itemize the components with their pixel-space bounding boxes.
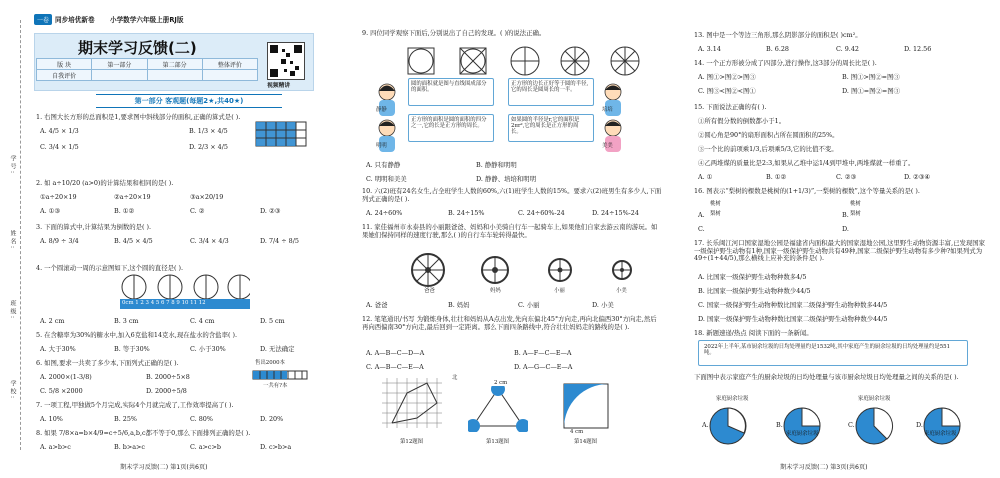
fig-caption-1: 第12题图 (400, 439, 424, 445)
q15-stmt-1: ①所有假分数的倒数都小于1。 (698, 117, 786, 125)
q7-c: C. 80% (190, 415, 213, 423)
q11-b: B. 妈妈 (448, 301, 470, 309)
pie-d (922, 406, 962, 446)
q8-d: D. c>b>a (260, 443, 292, 451)
pie-opt-d: D. (916, 421, 923, 429)
student-name-4: 美美 (602, 143, 613, 149)
q5-b: B. 等于30% (114, 345, 150, 353)
q12-c: C. A—B—C—E—A (366, 363, 424, 371)
q11-c: C. 小丽 (518, 301, 540, 309)
q4-b: B. 3 cm (114, 317, 139, 325)
q2-opt1: ①a÷20×19 (40, 193, 77, 201)
q15-d: D. ②③④ (904, 173, 931, 181)
q17-d: D. 国家一级保护野生动物种数比国家二级保护野生动物种数少44/5 (698, 315, 888, 323)
left-page (0, 0, 340, 478)
q15-stmt-3: ③一个比的前项乘1/3,后项乘5/3,它的比值不变。 (698, 145, 838, 153)
q16-a: A. (698, 211, 705, 219)
header-middle-title: 小学数学六年级上册RJ版 (110, 16, 184, 24)
q12-north-label: 北 (452, 375, 458, 381)
q1-rectangle-diagram (255, 121, 307, 149)
q2-c: C. ② (190, 207, 205, 215)
score-table (36, 58, 258, 81)
q5: 5. 在含糖率为30%的糖水中,加入6克盐和14克水,现在盐水的含盐率( ). (36, 331, 238, 339)
q8-b: B. b>a>c (114, 443, 145, 451)
score-row-label: 自我评价 (37, 70, 92, 81)
q4-d: D. 5 cm (260, 317, 285, 325)
q15-a: A. ① (698, 173, 713, 181)
q8: 8. 如果 7/8×a=b×4/9=c÷5/6,a,b,c都不等于0,那么下面排列正确的是( ). (36, 429, 251, 437)
q2-b: B. ①② (114, 207, 135, 215)
section-heading: 第一部分 客观题(每题2★,共40★) (96, 94, 282, 108)
q2-d: D. ②③ (260, 207, 281, 215)
right-footer: 期末学习反馈(二) 第3页(共6页) (780, 464, 868, 471)
q13-triangle-diagram (468, 386, 528, 432)
q16-b: B. (842, 211, 849, 219)
q12-b: B. A—F—C—E—A (514, 349, 572, 357)
q5-c: C. 小于30% (190, 345, 226, 353)
q1-a: A. 4/5 × 1/3 (40, 127, 79, 135)
q6: 6. 如图,要求一共卖了多少本,下面列式正确的是( ). (36, 359, 179, 367)
q15-b: B. ①② (766, 173, 787, 181)
q17-b: B. 比国家一级保护野生动物种数少44/5 (698, 287, 811, 295)
q16-c: C. (698, 225, 705, 233)
q14-d: D. 图①=图②=图③ (842, 87, 901, 95)
pie-opt-a: A. (702, 421, 709, 429)
q13-c: C. 9.42 (836, 45, 859, 53)
pie-title-1: 家庭厨余垃圾 (716, 396, 749, 402)
pie-opt-b: B. (776, 421, 783, 429)
q1-c: C. 3/4 × 1/5 (40, 143, 79, 151)
header-tag: 一卷 (34, 14, 52, 25)
q4-c: C. 4 cm (190, 317, 215, 325)
fig-caption-2: 第13题图 (486, 439, 510, 445)
wheel-label-3: 小丽 (554, 288, 565, 294)
q13: 13. 图中是一个等边三角形,那么阴影部分的面积是( )cm²。 (694, 31, 862, 39)
q9-c: C. 明明和美美 (366, 175, 407, 183)
q11: 11. 家佳福州市永泰县的小丽跟爸爸、妈妈和小美骑自行车一起骑车上,如果他们自家去游云南的游玩。如果她们保持同样的速度行驶,那么( )的自行车车轮转得最快。 (362, 223, 658, 239)
q15-c: C. ②③ (836, 173, 857, 181)
q5-d: D. 无法确定 (260, 345, 295, 353)
header-left-title: 同步培优新卷 (55, 16, 95, 24)
wheel-label-1: 爸爸 (424, 288, 435, 294)
side-label-class: 班级: (9, 300, 16, 321)
q4-ruler-text: 0cm 1 2 3 4 5 6 7 8 9 10 11 12 (122, 300, 206, 306)
q9-b: B. 静静和明明 (476, 161, 517, 169)
pie-inner-1: 家庭厨余垃圾 (786, 431, 819, 437)
q5-a: A. 大于30% (40, 345, 76, 353)
q7-d: D. 20% (260, 415, 284, 423)
right-page (670, 0, 1000, 478)
score-head-3: 整体评价 (202, 59, 257, 70)
q16-peach-label-2: 桃树 (850, 201, 861, 207)
q3-a: A. 8/9 ÷ 3/4 (40, 237, 79, 245)
wheel-label-2: 妈妈 (490, 288, 501, 294)
q10-a: A. 24÷60% (366, 209, 403, 217)
score-blank-2 (147, 70, 202, 81)
q9-shape-row (400, 42, 645, 80)
wheel-label-4: 小美 (616, 288, 627, 294)
q16-peach-label: 桃树 (710, 201, 721, 207)
student-name-3: 培培 (602, 107, 613, 113)
q14-b: B. 图①>图②=图③ (842, 73, 900, 81)
q3-c: C. 3/4 × 4/3 (190, 237, 229, 245)
q14-c: C. 图③<图②<图① (698, 87, 756, 95)
pie-a (708, 406, 748, 446)
score-head-2: 第二部分 (147, 59, 202, 70)
q1: 1. 右图大长方形的总面积是1,要求图中斜线部分的面积,正确的算式是( ). (36, 113, 241, 121)
q1-d: D. 2/3 × 4/5 (189, 143, 228, 151)
q2-a: A. ①③ (40, 207, 61, 215)
q6-total-label: 一共有?本 (263, 383, 288, 389)
q10-b: B. 24÷15% (448, 209, 485, 217)
q7-a: A. 10% (40, 415, 63, 423)
student-name-2: 明明 (376, 143, 387, 149)
q8-c: C. a>c>b (190, 443, 221, 451)
side-label-name: 姓名: (9, 230, 16, 251)
score-blank-3 (202, 70, 257, 81)
q15: 15. 下面说法正确的有( ). (694, 103, 767, 111)
q2-opt3: ③a×20/19 (190, 193, 224, 201)
q14-a: A. 图①>图②>图③ (698, 73, 756, 81)
q16-d: D. (842, 225, 849, 233)
q12-grid-diagram (382, 378, 447, 433)
q14-size-label: 4 cm (570, 429, 584, 435)
q9: 9. 四位同学观察下面后,分别说出了自己的发现。( )的说法正确。 (362, 29, 546, 37)
q18-question: 下面图中表示家庭产生的厨余垃圾的日均处理量与该市厨余垃圾日均处理量之间的关系的是( ). (694, 373, 959, 381)
score-head-1: 第一部分 (92, 59, 147, 70)
left-footer: 期末学习反馈(二) 第1页(共6页) (120, 464, 208, 471)
q3-d: D. 7/4 ÷ 8/5 (260, 237, 299, 245)
q13-scale-top: 2 cm (494, 380, 508, 386)
pie-inner-2: 家庭厨余垃圾 (924, 431, 957, 437)
q6-c: C. 5/8 ×2000 (40, 387, 83, 395)
pie-c (854, 406, 894, 446)
news-text: 2022年上半年,某市厨余垃圾的日均处理量约是1532吨,其中家庭产生的厨余垃圾的日均处理量约是551吨。 (704, 344, 950, 356)
q16-pear-label-2: 梨树 (850, 211, 861, 217)
bubble-text-2: 正方形的边长正好等于圆的半径,它的周长是圆周长的一半。 (511, 81, 589, 93)
side-label-school: 学校: (9, 380, 16, 401)
q11-wheels (410, 252, 640, 288)
pie-opt-c: C. (848, 421, 855, 429)
q10: 10. 六(2)班有24名女生,占全班学生人数的60%,六(1)班学生人数的15%。要求六(2)班男生有多少人,下面列式正确的是( ). (362, 187, 662, 203)
pie-b (782, 406, 822, 446)
q14-quarter-circle-diagram (560, 380, 620, 432)
q8-a: A. a>b>c (40, 443, 71, 451)
student-name-1: 静静 (376, 107, 387, 113)
side-label-student-id: 学号: (9, 155, 16, 176)
q12-a: A. A—B—C—D—A (366, 349, 425, 357)
q17-c: C. 国家一级保护野生动物种数比国家二级保护野生动物种数多44/5 (698, 301, 888, 309)
qr-code-icon (267, 42, 305, 80)
q13-b: B. 6.28 (766, 45, 789, 53)
q11-a: A. 爸爸 (366, 301, 388, 309)
q3-b: B. 4/5 × 4/5 (114, 237, 153, 245)
q10-d: D. 24÷15%-24 (592, 209, 639, 217)
q3: 3. 下面的算式中,计算结果为倒数的是( ). (36, 223, 152, 231)
q12-d: D. A—G—C—E—A (514, 363, 573, 371)
qr-label: 视频精讲 (267, 83, 291, 89)
bubble-text-4: 如果圆的半径是r,它的面积是2πr²,它的周长是正方形的周长。 (511, 117, 580, 135)
q6-b: B. 2000÷5×8 (146, 373, 190, 381)
q13-d: D. 12.56 (904, 45, 932, 53)
q6-a: A. 2000×(1-3/8) (40, 373, 92, 381)
q6-sales-label: 售出2000本 (255, 360, 285, 366)
q7: 7. 一项工程,甲独做5个月完成,实际4个月就完成了,工作效率提高了( ). (36, 401, 234, 409)
q2: 2. 如 a÷10/20 (a>0)的计算结果和相同的是( ). (36, 179, 174, 187)
bubble-text-3: 正方形的面积是圆的面积的四分之一,它的长是正方形的周长。 (411, 117, 487, 129)
q6-d: D. 2000÷5/8 (146, 387, 187, 395)
q4: 4. 一个圆滚动一周的示意图如下,这个圆的直径是( ). (36, 264, 184, 272)
q18: 18. 新题速递/热点 阅读下面的一条新闻。 (694, 329, 813, 337)
q11-d: D. 小美 (592, 301, 614, 309)
q13-a: A. 3.14 (698, 45, 721, 53)
q16: 16. 图表示“梨树的棵数是桃树的(1+1/3)”,一梨树的棵数”,这个等量关系的是( ). (694, 187, 920, 195)
q17: 17. 长乐闽江河口国家湿地公园是福建省内面积最大的国家湿地公园,这里野生动物资源丰富,已发现国家一级保护野生动物有1种,国家一级保护野生动物共有49种,国家二级保护野生动物有多少种?如果列式为49÷(1+44/5),那么横线上应补充的条件是( ). (694, 239, 986, 263)
q15-stmt-2: ②圆心角是90°的扇形面积占所在圆面积的25%。 (698, 131, 839, 139)
q2-opt2: ②a÷20×19 (114, 193, 151, 201)
q4-a: A. 2 cm (40, 317, 65, 325)
q7-b: B. 25% (114, 415, 137, 423)
q10-c: C. 24÷60%-24 (518, 209, 565, 217)
binding-line (20, 20, 21, 450)
score-head-0: 版 块 (37, 59, 92, 70)
page-title: 期末学习反馈(二) (78, 39, 197, 57)
q16-pear-label: 梨树 (710, 211, 721, 217)
pie-title-2: 家庭厨余垃圾 (858, 396, 891, 402)
q12: 12. 笔笔通讯/书写 为锻炼身体,壮壮和妈妈从A点出发,先向东偏北45°方向走,再向北偏西30°方向走,然后再向西偏南30°方向走,最后回到一定距离。那么下面四条路线中,符合壮壮妈妈走的路线的是( ). (362, 315, 657, 331)
score-blank-1 (92, 70, 147, 81)
q14: 14. 一个正方形被分成了四部分,进行操作,这3部分的周长比是( ). (694, 59, 877, 67)
q9-a: A. 只有静静 (366, 161, 401, 169)
q17-a: A. 比国家一级保护野生动物种数多4/5 (698, 273, 807, 281)
fig-caption-3: 第14题图 (574, 439, 598, 445)
q9-d: D. 静静、培培和明明 (476, 175, 537, 183)
bubble-text-1: 圆的面积就是图与直线围成部分的面积。 (411, 81, 487, 93)
q1-b: B. 1/3 × 4/5 (189, 127, 228, 135)
middle-page (340, 0, 670, 478)
q15-stmt-4: ④乙两堆煤的质量比是2:3,如果从乙堆中运1/4到甲堆中,两堆煤就一样重了。 (698, 159, 915, 167)
